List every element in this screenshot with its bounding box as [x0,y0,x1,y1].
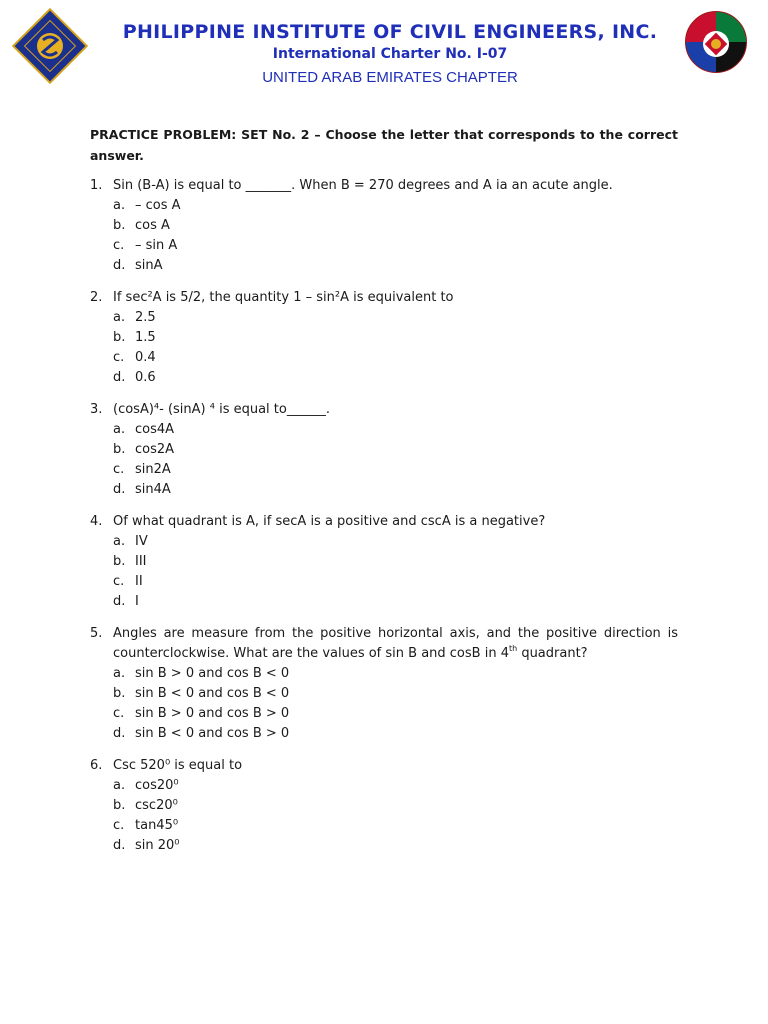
answer-option [113,460,678,480]
option-letter: d. [113,258,126,273]
option-letter: b. [113,554,126,569]
question-number: 5. [90,626,103,641]
option-text: sin B < 0 and cos B < 0 [135,686,290,701]
answer-option [113,816,678,836]
option-text: I [135,594,139,609]
answer-option [113,480,678,500]
answer-option [113,704,678,724]
answer-options [113,776,678,856]
charter-number: International Charter No. I-07 [272,46,508,62]
pice-logo-icon [10,6,90,86]
answer-option [113,368,678,388]
answer-option [113,196,678,216]
question-text-end: quadrant? [517,646,588,661]
answer-option [113,308,678,328]
answer-option [113,328,678,348]
question-1 [90,176,678,276]
option-text: 1.5 [135,330,156,345]
question-5 [90,624,678,744]
option-letter: c. [113,574,125,589]
practice-set [90,124,678,856]
answer-options [113,196,678,276]
question-number: 1. [90,178,103,193]
option-text: sin B > 0 and cos B < 0 [135,666,290,681]
option-text: III [135,554,147,569]
question-text: (cosA)⁴- (sinA) ⁴ is equal to______. [113,402,330,417]
question-text: Sin (B-A) is equal to _______. When B = 270 degrees and A ia an acute angle. [113,178,613,193]
pice-uae-logo-icon [684,10,748,74]
option-letter: b. [113,218,126,233]
answer-option [113,776,678,796]
answer-option [113,440,678,460]
option-letter: c. [113,238,125,253]
option-text: 2.5 [135,310,156,325]
option-text: – sin A [135,238,178,253]
answer-option [113,796,678,816]
option-text: 0.6 [135,370,156,385]
option-letter: b. [113,686,126,701]
question-text: Csc 520⁰ is equal to [113,758,243,773]
option-letter: b. [113,330,126,345]
answer-option [113,216,678,236]
option-text: 0.4 [135,350,156,365]
option-text: sinA [135,258,163,273]
option-letter: c. [113,350,125,365]
option-letter: d. [113,726,126,741]
question-text [113,624,678,664]
answer-option [113,552,678,572]
option-letter: b. [113,442,126,457]
pice-logo [10,6,90,86]
option-text: sin B > 0 and cos B > 0 [135,706,290,721]
answer-option [113,532,678,552]
answer-option [113,684,678,704]
option-letter: c. [113,706,125,721]
answer-options [113,664,678,744]
option-text: – cos A [135,198,181,213]
answer-options [113,308,678,388]
pice-uae-logo [684,10,748,74]
option-letter: b. [113,798,126,813]
chapter-name: UNITED ARAB EMIRATES CHAPTER [262,69,518,86]
option-letter: d. [113,482,126,497]
answer-option [113,420,678,440]
question-number: 4. [90,514,103,529]
answer-options [113,420,678,500]
question-text: If sec²A is 5/2, the quantity 1 – sin²A is equivalent to [113,290,454,305]
option-text: II [135,574,143,589]
question-number: 2. [90,290,103,305]
question-text-main: Angles are measure from the positive horizontal axis, and the positive direction is counterclockwise. What are the values of sin B and cosB in 4 [113,626,678,661]
option-letter: c. [113,462,125,477]
question-number: 3. [90,402,103,417]
answer-option [113,836,678,856]
answer-option [113,592,678,612]
option-text: sin4A [135,482,171,497]
option-text: cos A [135,218,170,233]
option-text: cos2A [135,442,175,457]
option-text: csc20⁰ [135,798,178,813]
option-letter: a. [113,422,126,437]
option-letter: d. [113,838,126,853]
option-text: sin 20⁰ [135,838,180,853]
answer-options [113,532,678,612]
question-6 [90,756,678,856]
answer-option [113,572,678,592]
option-letter: c. [113,818,125,833]
option-text: tan45⁰ [135,818,179,833]
answer-option [113,664,678,684]
option-text: sin2A [135,462,171,477]
ordinal-suffix: th [508,643,518,653]
header [96,20,684,87]
option-letter: a. [113,534,126,549]
option-text: cos4A [135,422,175,437]
answer-option [113,256,678,276]
answer-option [113,236,678,256]
option-letter: a. [113,778,126,793]
option-text: cos20⁰ [135,778,179,793]
question-text: Of what quadrant is A, if secA is a positive and cscA is a negative? [113,514,546,529]
option-letter: a. [113,310,126,325]
option-letter: a. [113,198,126,213]
question-3 [90,400,678,500]
question-number: 6. [90,758,103,773]
option-letter: d. [113,594,126,609]
option-text: sin B < 0 and cos B > 0 [135,726,290,741]
answer-option [113,724,678,744]
question-2 [90,288,678,388]
option-letter: a. [113,666,126,681]
option-letter: d. [113,370,126,385]
instructions: PRACTICE PROBLEM: SET No. 2 – Choose the letter that corresponds to the correct answer. [90,127,678,163]
answer-option [113,348,678,368]
option-text: IV [135,534,148,549]
question-4 [90,512,678,612]
org-name: PHILIPPINE INSTITUTE OF CIVIL ENGINEERS, INC. [122,21,658,43]
